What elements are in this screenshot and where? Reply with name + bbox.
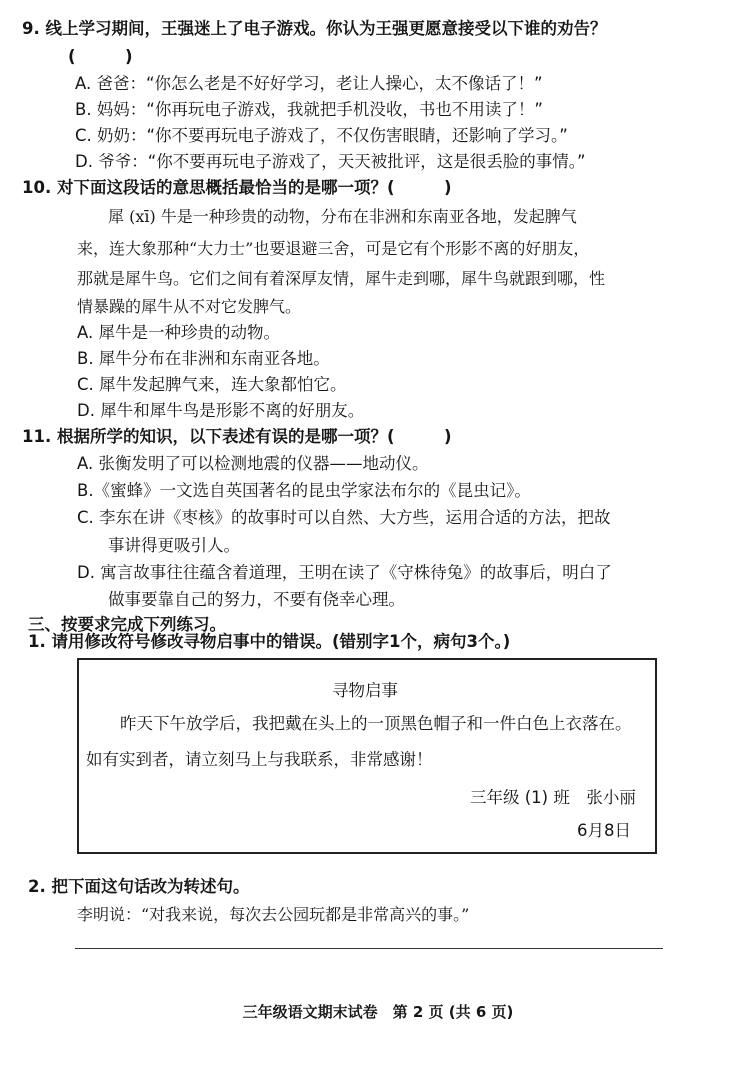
section-3-heading: 三、按要求完成下列练习。 (28, 615, 226, 634)
question-9-stem: 9. 线上学习期间，王强迷上了电子游戏。你认为王强更愿意接受以下谁的劝告？ (22, 19, 607, 38)
question-10-passage-line-4: 情暴躁的犀牛从不对它发脾气。 (77, 297, 302, 316)
page-footer: 三年级语文期末试卷 第 2 页 (共 6 页) (242, 1003, 514, 1021)
question-10-passage-line-2: 来，连大象那种“大力士”也要退避三舍，可是它有个形影不离的好朋友， (77, 239, 590, 258)
question-11-option-d-line-1: D. 寓言故事往往蕴含着道理，王明在读了《守株待兔》的故事后，明白了 (77, 563, 612, 582)
question-11-option-b: B.《蜜蜂》一文选自英国著名的昆虫学家法布尔的《昆虫记》。 (77, 481, 531, 500)
question-9-option-b: B. 妈妈：“你再玩电子游戏，我就把手机没收，书也不用读了！” (75, 100, 543, 119)
question-10-option-b: B. 犀牛分布在非洲和东南亚各地。 (77, 349, 330, 368)
reported-speech-sentence: 李明说：“对我来说，每次去公园玩都是非常高兴的事。” (77, 905, 470, 924)
question-10-stem: 10. 对下面这段话的意思概括最恰当的是哪一项？( ) (22, 178, 452, 197)
notice-title: 寻物启事 (332, 681, 398, 700)
question-10-option-d: D. 犀牛和犀牛鸟是形影不离的好朋友。 (77, 401, 365, 420)
question-11-stem: 11. 根据所学的知识，以下表述有误的是哪一项？( ) (22, 427, 452, 446)
question-11-option-c-line-2: 事讲得更吸引人。 (108, 536, 240, 555)
notice-body-line-1: 昨天下午放学后，我把戴在头上的一顶黑色帽子和一件白色上衣落在。 (120, 714, 632, 733)
question-9-blank: ( ) (68, 47, 133, 66)
question-11-option-c-line-1: C. 李东在讲《枣核》的故事时可以自然、大方些，运用合适的方法，把故 (77, 508, 611, 527)
question-9-option-c: C. 奶奶：“你不要再玩电子游戏了，不仅伤害眼睛，还影响了学习。” (75, 126, 568, 145)
question-9-option-d: D. 爷爷：“你不要再玩电子游戏了，天天被批评，这是很丢脸的事情。” (75, 152, 586, 171)
section-3-question-2: 2. 把下面这句话改为转述句。 (28, 877, 250, 896)
answer-line (75, 948, 663, 949)
notice-signature: 三年级 (1) 班 张小丽 (470, 788, 636, 807)
notice-body-line-2: 如有实到者，请立刻马上与我联系，非常感谢！ (86, 750, 433, 769)
question-11-option-d-line-2: 做事要靠自己的努力，不要有侥幸心理。 (108, 590, 405, 609)
section-3-question-1: 1. 请用修改符号修改寻物启事中的错误。(错别字1个，病句3个。) (28, 632, 511, 651)
question-10-passage-line-3: 那就是犀牛鸟。它们之间有着深厚友情，犀牛走到哪，犀牛鸟就跟到哪，性 (77, 269, 606, 288)
question-9-option-a: A. 爸爸：“你怎么老是不好好学习，老让人操心，太不像话了！” (75, 74, 543, 93)
question-10-passage-line-1: 犀 (xī) 牛是一种珍贵的动物，分布在非洲和东南亚各地，发起脾气 (108, 207, 577, 226)
question-11-option-a: A. 张衡发明了可以检测地震的仪器——地动仪。 (77, 454, 429, 473)
notice-date: 6月8日 (577, 821, 631, 840)
question-10-option-c: C. 犀牛发起脾气来，连大象都怕它。 (77, 375, 347, 394)
question-10-option-a: A. 犀牛是一种珍贵的动物。 (77, 323, 280, 342)
